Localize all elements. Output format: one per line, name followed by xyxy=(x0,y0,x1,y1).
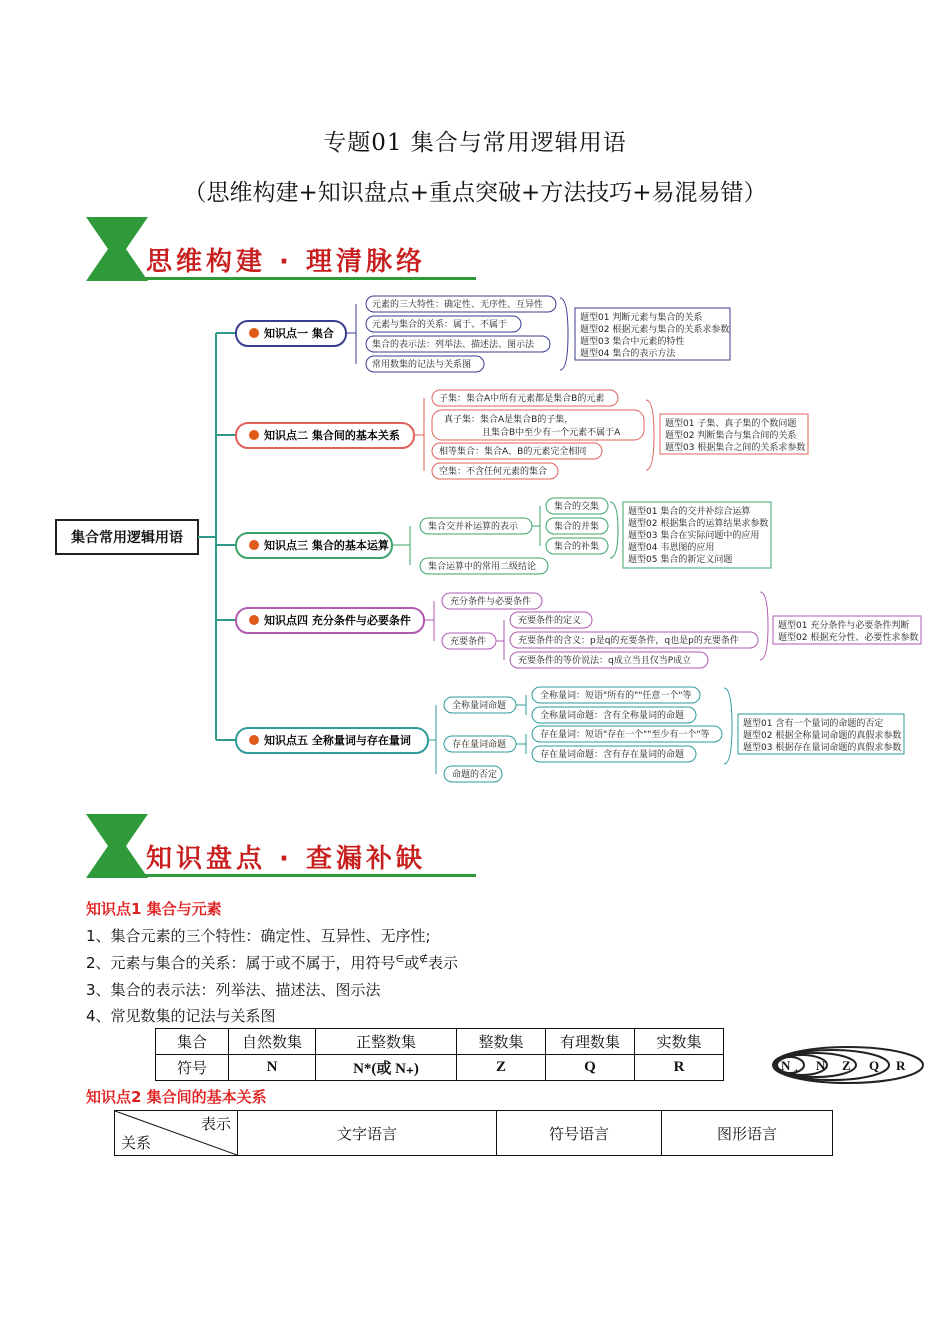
section1-heading: 知识点1 集合与元素 xyxy=(86,900,222,918)
kp-star-icon xyxy=(249,328,259,338)
kp3-topic: 题型03 集合在实际问题中的应用 xyxy=(628,531,760,541)
kp4-topic: 题型01 充分条件与必要条件判断 xyxy=(778,621,910,631)
mindmap-root: 集合常用逻辑用语 xyxy=(71,530,183,546)
kp1-topic: 题型04 集合的表示方法 xyxy=(580,349,676,359)
kp3-topic: 题型04 韦恩图的应用 xyxy=(628,543,715,553)
kp5-topic: 题型02 根据全称量词命题的真假求参数 xyxy=(743,731,902,741)
kp1-child: 元素与集合的关系：属于、不属于 xyxy=(372,320,508,330)
venn-label: N xyxy=(781,1058,791,1073)
venn-label: R xyxy=(896,1058,906,1073)
kp2-child: 且集合B中至少有一个元素不属于A xyxy=(482,428,621,438)
venn-label: N xyxy=(816,1058,826,1073)
table-cell: N*(或 N₊) xyxy=(316,1055,457,1081)
kp5-topic: 题型01 含有一个量词的命题的否定 xyxy=(743,719,884,729)
kp5-sub: 存在量词命题：含有存在量词的命题 xyxy=(540,750,685,760)
table-cell: R xyxy=(635,1055,724,1081)
kp3-child: 集合运算中的常用二级结论 xyxy=(428,562,537,572)
kp2-child: 真子集：集合A是集合B的子集， xyxy=(444,415,574,425)
kp5-child: 全称量词命题 xyxy=(452,701,507,711)
table-cell: 集合 xyxy=(156,1029,229,1055)
kp2-child: 子集：集合A中所有元素都是集合B的元素 xyxy=(439,394,605,404)
venn-subscript: + xyxy=(794,1067,799,1076)
kp3-topic: 题型05 集合的新定义问题 xyxy=(628,555,733,565)
section1-line: 4、常见数集的记法与关系图 xyxy=(86,1007,276,1025)
kp4-sub: 充要条件的含义：p是q的充要条件，q也是p的充要条件 xyxy=(518,636,739,646)
section1-line: 3、集合的表示法：列举法、描述法、图示法 xyxy=(86,981,381,999)
kp1-topic: 题型03 集合中元素的特性 xyxy=(580,337,685,347)
table-diagonal-cell xyxy=(115,1111,238,1156)
kp3-label: 知识点三 集合的基本运算 xyxy=(264,539,389,552)
diag-bottom-label: 关系 xyxy=(121,1134,152,1152)
kp2-label: 知识点二 集合间的基本关系 xyxy=(264,429,400,442)
section1-line: 2、元素与集合的关系：属于或不属于，用符号∈或∉表示 xyxy=(86,954,459,972)
banner-mind-map-text: 思维构建 · 理清脉络 xyxy=(146,247,426,277)
kp5-sub: 全称量词命题：含有全称量词的命题 xyxy=(540,711,685,721)
element-of-symbol: ∈ xyxy=(395,954,405,965)
kp3-sub: 集合的并集 xyxy=(554,522,600,532)
banner-knowledge-text: 知识盘点 · 查漏补缺 xyxy=(146,844,426,874)
table-cell: 实数集 xyxy=(635,1029,724,1055)
kp4-child: 充要条件 xyxy=(450,637,487,647)
table-cell: 图形语言 xyxy=(662,1111,833,1156)
kp3-topic: 题型01 集合的交并补综合运算 xyxy=(628,507,751,517)
kp5-topic: 题型03 根据存在量词命题的真假求参数 xyxy=(743,743,902,753)
kp5-child: 存在量词命题 xyxy=(452,740,507,750)
table-cell: 符号 xyxy=(156,1055,229,1081)
table-cell: Z xyxy=(457,1055,546,1081)
table-cell: Q xyxy=(546,1055,635,1081)
kp-star-icon xyxy=(249,430,259,440)
kp5-sub: 存在量词：短语"存在一个""至少有一个"等 xyxy=(540,730,710,740)
kp1-topic: 题型02 根据元素与集合的关系求参数 xyxy=(580,325,730,335)
kp2-topic: 题型02 判断集合与集合间的关系 xyxy=(665,431,797,441)
set-relations-table xyxy=(114,1110,833,1156)
kp4-sub: 充要条件的定义 xyxy=(518,616,582,626)
kp5-child: 命题的否定 xyxy=(452,770,498,780)
table-row xyxy=(156,1029,724,1055)
table-cell: 整数集 xyxy=(457,1029,546,1055)
kp4-sub: 充要条件的等价说法：q成立当且仅当P成立 xyxy=(518,656,692,666)
diag-top-label: 表示 xyxy=(200,1115,231,1133)
not-element-of-symbol: ∉ xyxy=(419,954,428,965)
number-sets-table xyxy=(155,1028,724,1081)
kp1-topic: 题型01 判断元素与集合的关系 xyxy=(580,313,703,323)
kp3-sub: 集合的补集 xyxy=(554,542,600,552)
kp2-topic: 题型03 根据集合之间的关系求参数 xyxy=(665,443,806,453)
venn-label: Z xyxy=(842,1058,851,1073)
kp4-topic: 题型02 根据充分性、必要性求参数 xyxy=(778,633,919,643)
table-cell: 正整数集 xyxy=(316,1029,457,1055)
table-cell: 文字语言 xyxy=(238,1111,497,1156)
page-subtitle: （思维构建+知识盘点+重点突破+方法技巧+易混易错） xyxy=(183,180,767,206)
kp4-label: 知识点四 充分条件与必要条件 xyxy=(264,614,411,627)
kp3-sub: 集合的交集 xyxy=(554,502,600,512)
table-cell: N xyxy=(229,1055,316,1081)
kp3-topic: 题型02 根据集合的运算结果求参数 xyxy=(628,519,769,529)
table-row xyxy=(156,1055,724,1081)
mind-map xyxy=(0,290,950,790)
number-sets-venn xyxy=(770,1044,926,1086)
kp2-child: 空集：不含任何元素的集合 xyxy=(439,467,548,477)
section2-heading: 知识点2 集合间的基本关系 xyxy=(86,1088,267,1106)
kp4-child: 充分条件与必要条件 xyxy=(450,597,532,607)
table-row xyxy=(115,1111,833,1156)
kp1-child: 常用数集的记法与关系图 xyxy=(372,360,472,370)
section1-line: 1、集合元素的三个特性：确定性、互异性、无序性; xyxy=(86,927,431,945)
banner-chevron-icon xyxy=(86,217,148,281)
kp1-child: 元素的三大特性：确定性、无序性、互异性 xyxy=(372,300,544,310)
venn-label: Q xyxy=(869,1058,880,1073)
kp5-sub: 全称量词：短语"所有的""任意一个"等 xyxy=(540,691,692,701)
table-cell: 符号语言 xyxy=(497,1111,662,1156)
kp5-label: 知识点五 全称量词与存在量词 xyxy=(264,734,411,747)
kp2-child: 相等集合：集合A、B的元素完全相同 xyxy=(439,447,587,457)
kp3-child: 集合交并补运算的表示 xyxy=(428,522,519,532)
kp1-child: 集合的表示法：列举法、描述法、图示法 xyxy=(372,340,535,350)
kp2-topic: 题型01 子集、真子集的个数问题 xyxy=(665,419,797,429)
kp-star-icon xyxy=(249,615,259,625)
kp-star-icon xyxy=(249,540,259,550)
table-cell: 有理数集 xyxy=(546,1029,635,1055)
kp-star-icon xyxy=(249,735,259,745)
kp1-label: 知识点一 集合 xyxy=(264,327,334,340)
banner-chevron-icon xyxy=(86,814,148,878)
table-cell: 自然数集 xyxy=(229,1029,316,1055)
page-title: 专题01 集合与常用逻辑用语 xyxy=(323,130,627,156)
